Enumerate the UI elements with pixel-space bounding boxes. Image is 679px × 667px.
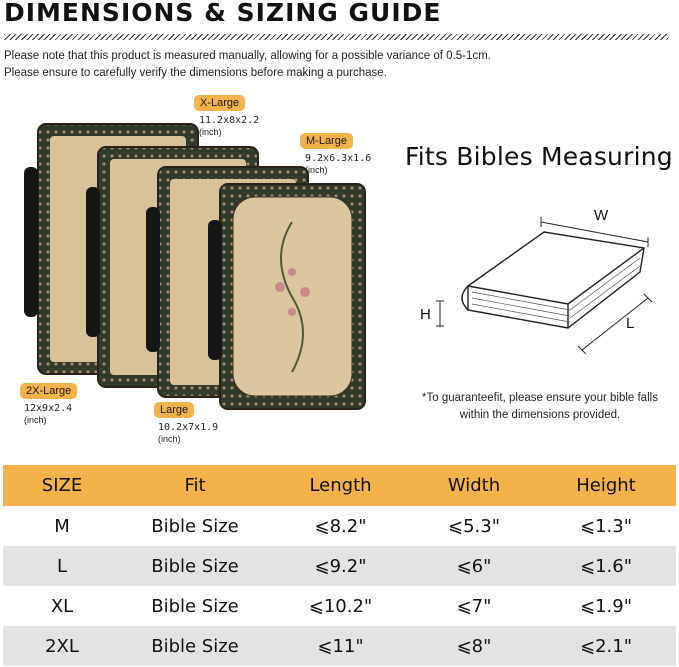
large-pill: Large [154, 402, 194, 418]
l-label: L [626, 315, 635, 332]
mlarge-unit: (inch) [305, 165, 328, 175]
cell-size: XL [50, 595, 74, 617]
cell-height: ⩽1.3" [580, 515, 632, 537]
table-row [3, 546, 676, 586]
table-row [3, 506, 676, 546]
verify-note: Please ensure to carefully verify the dimensions before making a purchase. [4, 67, 387, 79]
large-unit: (inch) [158, 434, 181, 444]
xxlarge-pill: 2X-Large [20, 383, 77, 399]
cell-height: ⩽2.1" [580, 635, 632, 657]
table-row [3, 626, 676, 666]
mlarge-pill: M-Large [300, 133, 353, 149]
cell-height: ⩽1.6" [580, 555, 632, 577]
xlarge-pill: X-Large [194, 95, 245, 111]
header-size: SIZE [41, 475, 83, 496]
xlarge-dims: 11.2x8x2.2 [199, 115, 260, 126]
cell-size: L [56, 555, 68, 577]
guarantee-line1: *To guaranteefit, please ensure your bible falls [422, 392, 658, 404]
cell-fit: Bible Size [151, 635, 239, 657]
cell-size: 2XL [45, 635, 79, 657]
h-label: H [420, 306, 431, 323]
table-row [3, 586, 676, 626]
large-dims: 10.2x7x1.9 [158, 422, 219, 433]
xxlarge-unit: (inch) [24, 415, 47, 425]
cell-length: ⩽10.2" [308, 595, 373, 617]
title-rule [4, 34, 669, 40]
fits-heading: Fits Bibles Measuring [405, 142, 673, 171]
cell-fit: Bible Size [151, 555, 239, 577]
header-fit: Fit [184, 475, 206, 496]
header-width: Width [447, 475, 501, 496]
cell-size: M [54, 515, 70, 537]
cell-fit: Bible Size [151, 515, 239, 537]
guarantee-note [400, 390, 679, 424]
guarantee-line2: within the dimensions provided. [459, 409, 621, 421]
header-length: Length [309, 475, 372, 496]
book-dimension-diagram [408, 200, 663, 360]
cell-fit: Bible Size [151, 595, 239, 617]
table-header-row [3, 465, 676, 506]
variance-note: Please note that this product is measured manually, allowing for a possible variance of 0.5-1cm. [4, 50, 491, 62]
cell-length: ⩽9.2" [314, 555, 367, 577]
cell-width: ⩽7" [456, 595, 492, 617]
cell-width: ⩽5.3" [448, 515, 500, 537]
cell-height: ⩽1.9" [580, 595, 632, 617]
header-height: Height [576, 475, 636, 496]
xxlarge-dims: 12x9x2.4 [24, 403, 73, 414]
cell-length: ⩽11" [317, 635, 364, 657]
xlarge-unit: (inch) [199, 127, 222, 137]
size-table [3, 465, 676, 666]
cell-length: ⩽8.2" [314, 515, 367, 537]
w-label: W [594, 207, 609, 224]
cell-width: ⩽6" [456, 555, 492, 577]
page-title: DIMENSIONS & SIZING GUIDE [4, 0, 442, 27]
cell-width: ⩽8" [456, 635, 492, 657]
mlarge-dims: 9.2x6.3x1.6 [305, 153, 372, 164]
